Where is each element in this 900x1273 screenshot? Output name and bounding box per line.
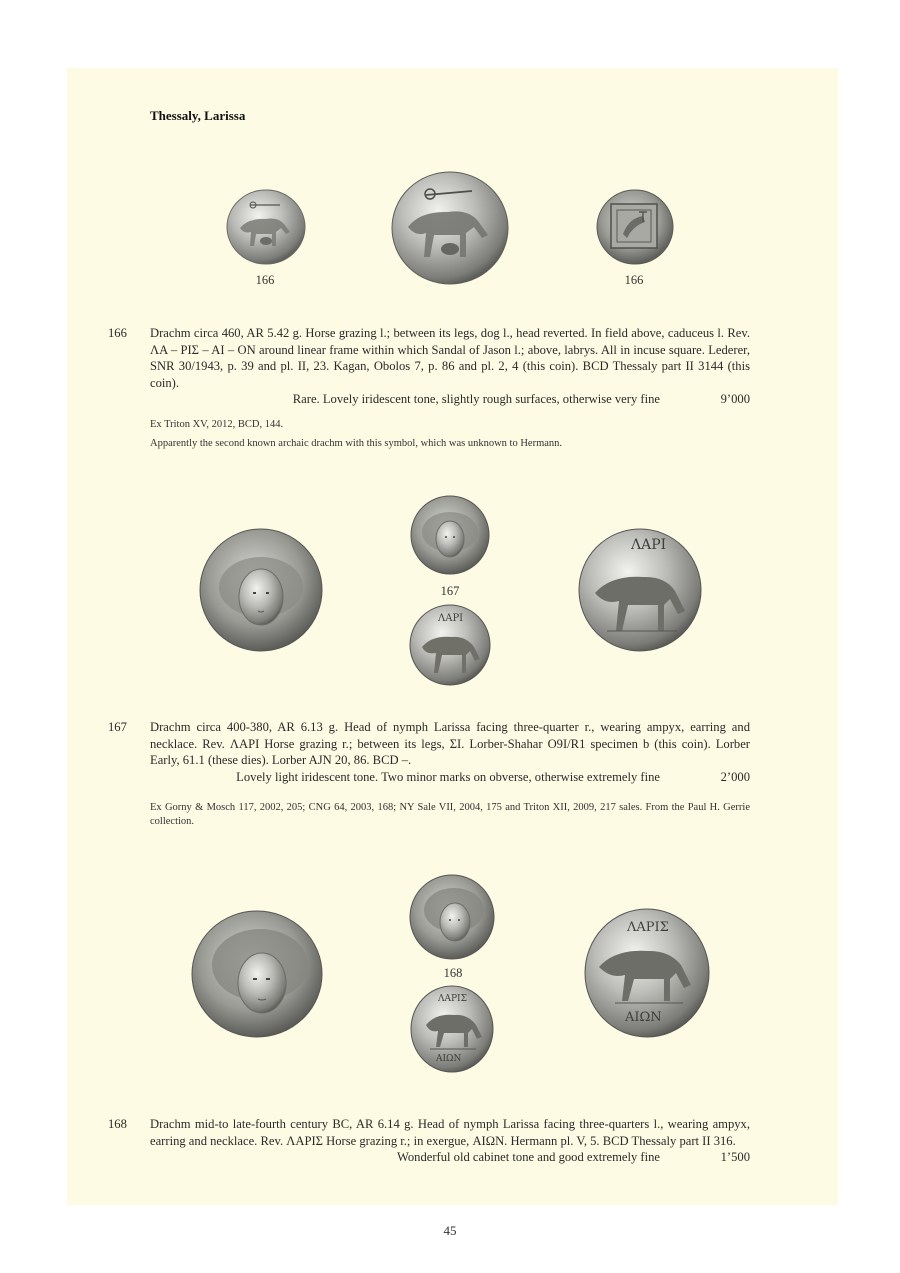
- coin-168-reverse: [410, 985, 494, 1073]
- coin-166-obverse-enlarged: [390, 169, 510, 287]
- coin-167-obverse-enlarged: [198, 527, 324, 653]
- coin-legend-168-small-ex: ΑΙΩΝ: [436, 1054, 462, 1064]
- figure-label-166-left: 166: [255, 273, 275, 287]
- coin-167-reverse: [408, 603, 492, 687]
- lot-number: 166: [108, 326, 127, 340]
- lot-entry-166: [108, 325, 750, 407]
- lot-description: Drachm mid-to late-fourth century BC, AR 6.14 g. Head of nymph Larissa facing three-quarters l., wearing ampyx, earring and necklace. Rev. ΛΑΡΙΣ Horse grazing r.; in exergue, ΑΙΩΝ. Hermann pl. V, 5. BCD Thessaly part II 316.: [150, 1117, 750, 1148]
- provenance-note: Ex Triton XV, 2012, BCD, 144.: [150, 419, 284, 430]
- coin-legend-167: ΛΑΡΙ: [631, 537, 667, 553]
- lot-grade: Lovely light iridescent tone. Two minor marks on obverse, otherwise extremely fine: [236, 769, 660, 784]
- figure-label-167: 167: [440, 584, 460, 598]
- coin-168-obverse: [409, 874, 495, 960]
- figure-label-166-right: 166: [624, 273, 644, 287]
- lot-grade: Rare. Lovely iridescent tone, slightly rough surfaces, otherwise very fine: [292, 392, 660, 406]
- section-title: Thessaly, Larissa: [150, 108, 246, 123]
- lot-description: Drachm circa 400-380, AR 6.13 g. Head of nymph Larissa facing three-quarter r., wearing ampyx, earring and necklace. Rev. ΛΑΡΙ Horse grazing r.; between its legs, ΣΙ. Lorber-Shahar O9I/R1 specimen b (this coin). Lorber Early, 61.1 (these dies). Lorber AJN 20, 86. BCD –.: [150, 720, 750, 767]
- coin-legend-167-small: ΛΑΡΙ: [438, 613, 464, 624]
- coin-166-reverse: [595, 188, 675, 266]
- page-number: 45: [443, 1223, 457, 1238]
- coin-legend-168-top: ΛΑΡΙΣ: [627, 920, 669, 935]
- commentary-note: Apparently the second known archaic drachm with this symbol, which was unknown to Hermann.: [150, 438, 563, 449]
- coin-167-obverse: [410, 495, 490, 575]
- lot-grade: Wonderful old cabinet tone and good extremely fine: [396, 1150, 660, 1164]
- coin-168-reverse-enlarged: [583, 907, 711, 1039]
- coin-166-obverse: [226, 188, 306, 266]
- provenance-note: Ex Gorny & Mosch 117, 2002, 205; CNG 64, 2003, 168; NY Sale VII, 2004, 175 and Triton XII, 2009, 217 sales. From the Paul H. Gerrie collection.: [150, 802, 750, 827]
- lot-description: Drachm circa 460, AR 5.42 g. Horse grazing l.; between its legs, dog l., head reverted. In field above, caduceus l. Rev. ΛΑ – ΡΙΣ – ΑΙ – ΟΝ around linear frame within which Sandal of Jason l.; above, labrys. All in incuse square. Lederer, SNR 30/1943, p. 39 and pl. II, 23. Kagan, Obolos 7, p. 86 and pl. 2, 4 (this coin). BCD Thessaly part II 3144 (this coin).: [150, 326, 750, 390]
- figure-label-168: 168: [443, 966, 463, 980]
- lot-price: 9’000: [720, 392, 750, 406]
- lot-number: 168: [108, 1117, 127, 1131]
- lot-number: 167: [108, 720, 127, 734]
- coin-167-reverse-enlarged: [577, 527, 703, 653]
- lot-price: 1’500: [720, 1150, 750, 1164]
- lot-price: 2’000: [720, 769, 750, 784]
- coin-legend-168-small-top: ΛΑΡΙΣ: [438, 994, 467, 1004]
- coin-168-obverse-enlarged: [190, 909, 324, 1039]
- lot-entry-167: [108, 719, 750, 785]
- lot-entry-168: [108, 1116, 750, 1166]
- coin-legend-168-ex: ΑΙΩΝ: [625, 1010, 662, 1025]
